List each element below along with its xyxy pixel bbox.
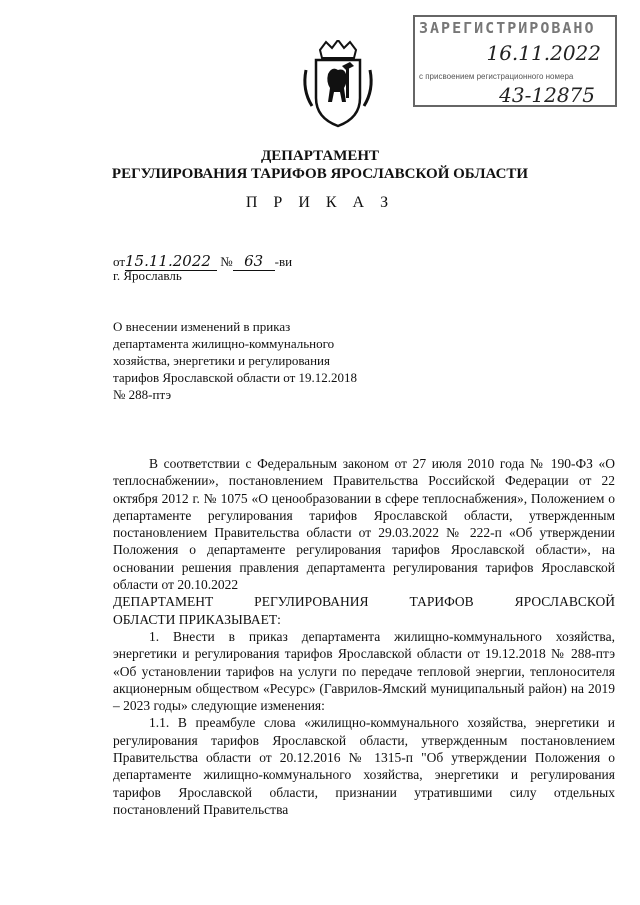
- date-prefix: от: [113, 254, 126, 269]
- registration-stamp: [413, 15, 617, 107]
- preamble-paragraph: В соответствии с Федеральным законом от 27 июля 2010 года № 190-ФЗ «О теплоснабжении», постановлением Правительства Российской Федерации от 22 октября 2012 г. № 1075 «О ценообразовании в сфере теплоснабжения», Положением о департаменте регулирования тарифов Ярославской области, утвержденным постановлением Правительства области от 29.03.2022 № 222-п «Об утверждении Положения о департаменте регулирования тарифов Ярославской области», на основании решения правления департамента регулирования тарифов Ярославской области от 20.10.2022: [113, 456, 615, 593]
- order-clause-line2: ОБЛАСТИ ПРИКАЗЫВАЕТ:: [113, 611, 281, 627]
- stamp-title: ЗАРЕГИСТРИРОВАНО: [419, 19, 596, 37]
- order-body: [113, 455, 615, 818]
- number-suffix: -ви: [274, 254, 293, 269]
- coat-of-arms-icon: [298, 40, 378, 128]
- stamp-number: 43-12875: [499, 83, 595, 107]
- stamp-date: 16.11.2022: [486, 41, 601, 65]
- department-title-line1: ДЕПАРТАМЕНТ: [260, 148, 380, 164]
- order-clause-line1: ДЕПАРТАМЕНТ РЕГУЛИРОВАНИЯ ТАРИФОВ ЯРОСЛАВСКОЙ: [113, 594, 615, 610]
- order-date: 15.11.2022: [125, 252, 217, 271]
- item-1-1-paragraph: 1.1. В преамбуле слова «жилищно-коммунального хозяйства, энергетики и регулирования тарифов Ярославской области, утвержденным постановлением Правительства области от 20.12.2016 № 1315-п "Об утверждении Положения о департаменте жилищно-коммунального хозяйства, энергетики и регулирования тарифов Ярославской области, признании утратившими силу отдельных постановлений Правительства: [113, 715, 615, 817]
- department-title-line2: РЕГУЛИРОВАНИЯ ТАРИФОВ ЯРОСЛАВСКОЙ ОБЛАСТИ: [111, 166, 529, 182]
- order-subject: О внесении изменений в приказ департамента жилищно-коммунального хозяйства, энергетики и регулирования тарифов Ярославской области от 19.12.2018 № 288-птэ: [113, 319, 358, 402]
- document-type: П Р И К А З: [245, 194, 395, 211]
- stamp-subtitle: с присвоением регистрационного номера: [419, 72, 574, 81]
- order-city: г. Ярославль: [113, 268, 182, 283]
- order-number: 63: [233, 252, 275, 271]
- item-1-paragraph: 1. Внести в приказ департамента жилищно-коммунального хозяйства, энергетики и регулирования тарифов Ярославской области от 19.12.2018 № 288-птэ «Об установлении тарифов на услуги по передаче тепловой энергии, теплоносителя акционерным обществом «Ресурс» (Гаврилов-Ямский муниципальный район) на 2019 – 2023 годы» следующие изменения:: [113, 628, 615, 714]
- number-prefix: №: [220, 254, 233, 269]
